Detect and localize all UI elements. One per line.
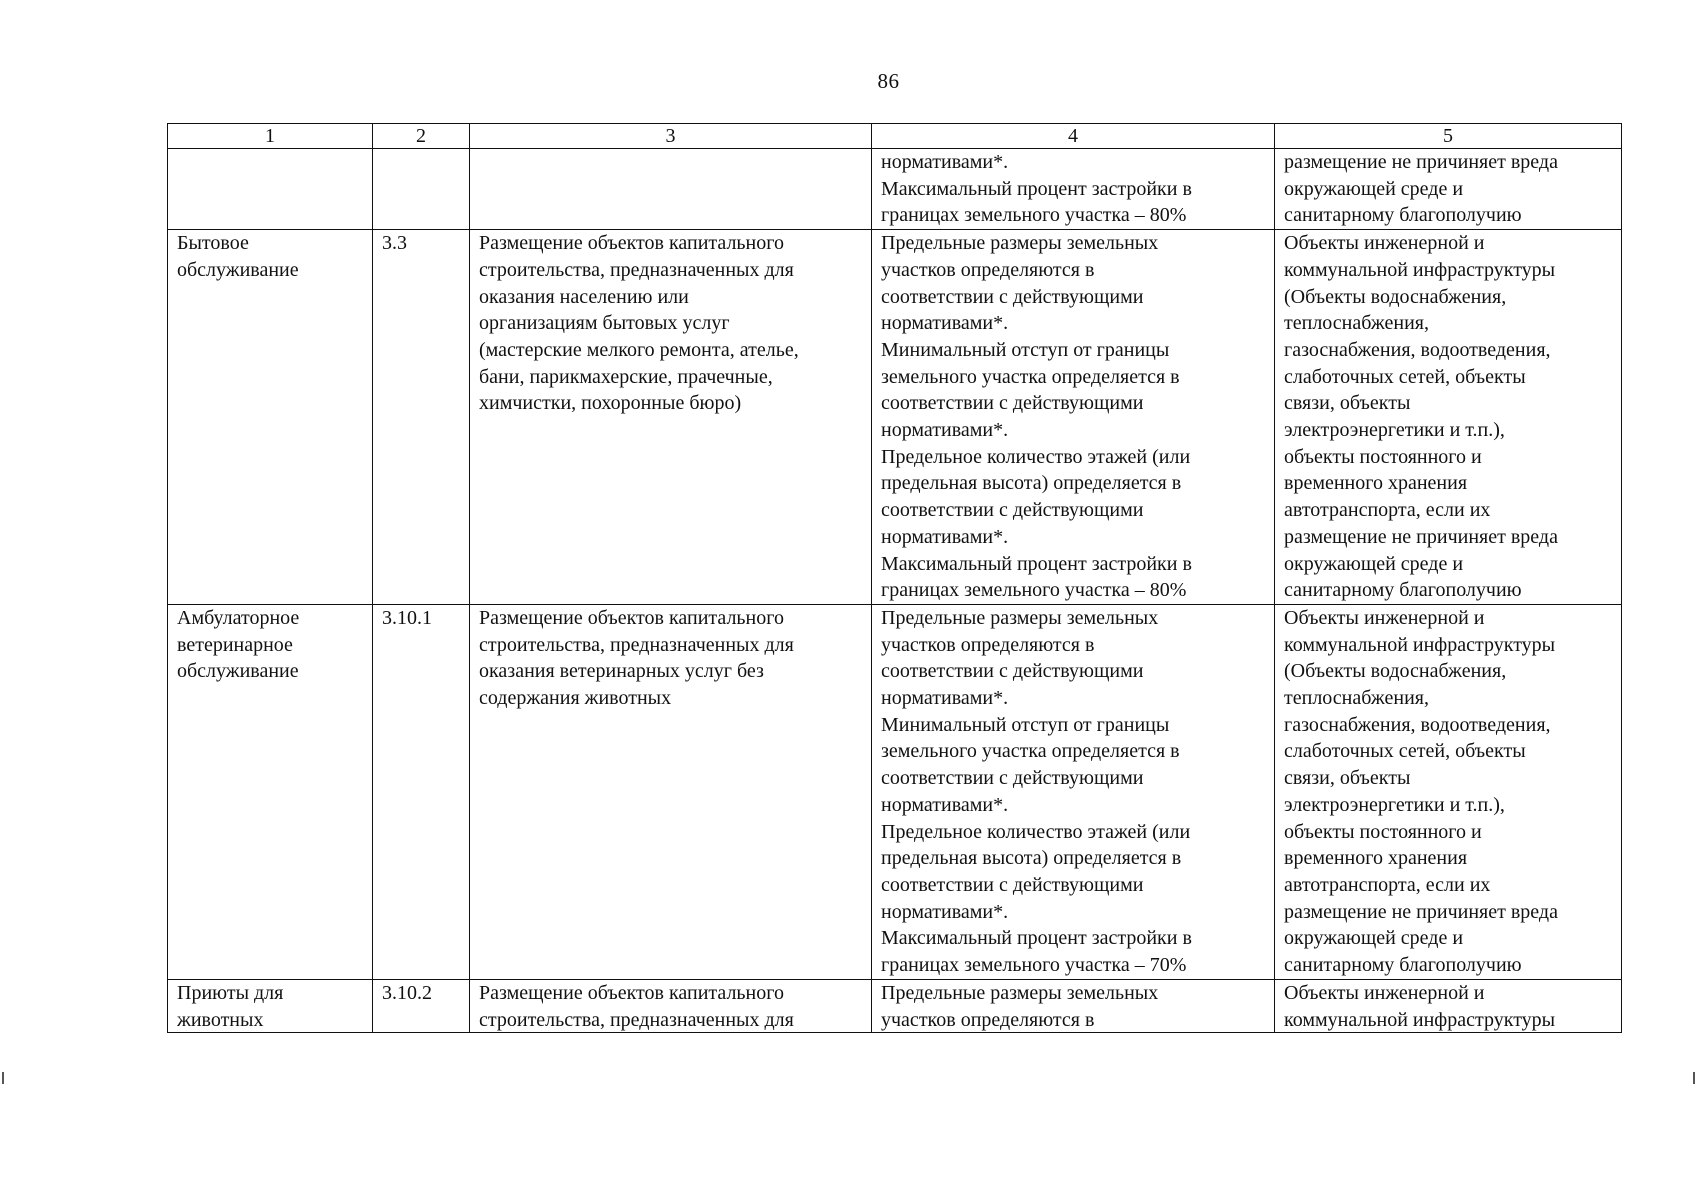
use-name-cell	[168, 979, 373, 1032]
table-row	[168, 230, 1622, 605]
use-code-cell	[373, 979, 470, 1032]
auxiliary-cell	[1275, 604, 1622, 979]
parameters-cell	[872, 604, 1275, 979]
table-row	[168, 149, 1622, 230]
header-col-1: 1	[168, 124, 373, 149]
use-name: Приюты для животных	[177, 981, 284, 1031]
use-description: Размещение объектов капитального строительства, предназначенных для	[479, 981, 794, 1031]
use-description: Размещение объектов капитального строительства, предназначенных для оказания ветеринарных услуг без содержания животных	[479, 606, 794, 710]
parameters: Предельные размеры земельных участков определяются в соответствии с действующими нормативами*. Минимальный отступ от границы земельного участка определяется в соответствии с действующими нормативами*. Предельное количество этажей (или предельная высота) определяется в соответствии с действующими нормативами*. Максимальный процент застройки в границах земельного участка – 80%	[881, 232, 1192, 602]
use-name-cell	[168, 604, 373, 979]
use-description-cell	[470, 604, 872, 979]
table-row	[168, 604, 1622, 979]
use-name: Амбулаторное ветеринарное обслуживание	[177, 606, 300, 683]
auxiliary-cell	[1275, 149, 1622, 230]
auxiliary-uses: Объекты инженерной и коммунальной инфраструктуры (Объекты водоснабжения, теплоснабжения, газоснабжения, водоотведения, слаботочных сетей, объекты связи, объекты электроэнергетики и т.п.), объекты постоянного и временного хранения автотранспорта, если их размещение не причиняет вреда окружающей среде и санитарному благополучию	[1284, 606, 1558, 977]
use-description-cell	[470, 149, 872, 230]
header-col-5: 5	[1275, 124, 1622, 149]
use-code-cell	[373, 604, 470, 979]
table-row	[168, 979, 1622, 1032]
use-code: 3.3	[382, 232, 407, 255]
header-col-2: 2	[373, 124, 470, 149]
use-name: Бытовое обслуживание	[177, 232, 299, 281]
use-description: Размещение объектов капитального строительства, предназначенных для оказания населению или организациям бытовых услуг (мастерские мелкого ремонта, ателье, бани, парикмахерские, прачечные, химчистки, похоронные бюро)	[479, 232, 799, 415]
scan-mark-right	[1693, 1072, 1695, 1084]
page-number: 86	[877, 69, 900, 93]
parameters: нормативами*. Максимальный процент застройки в границах земельного участка – 80%	[881, 151, 1192, 227]
auxiliary-cell	[1275, 979, 1622, 1032]
parameters-cell	[872, 149, 1275, 230]
use-code-cell	[373, 149, 470, 230]
auxiliary-uses: Объекты инженерной и коммунальной инфраструктуры (Объекты водоснабжения, теплоснабжения, газоснабжения, водоотведения, слаботочных сетей, объекты связи, объекты электроэнергетики и т.п.), объекты постоянного и временного хранения автотранспорта, если их размещение не причиняет вреда окружающей среде и санитарному благополучию	[1284, 232, 1558, 602]
land-use-table	[167, 123, 1622, 1033]
auxiliary-uses: размещение не причиняет вреда окружающей среде и санитарному благополучию	[1284, 151, 1558, 227]
parameters-cell	[872, 979, 1275, 1032]
auxiliary-cell	[1275, 230, 1622, 605]
use-code: 3.10.2	[382, 981, 432, 1004]
use-code: 3.10.1	[382, 606, 432, 629]
parameters-cell	[872, 230, 1275, 605]
use-description-cell	[470, 979, 872, 1032]
use-description-cell	[470, 230, 872, 605]
use-code-cell	[373, 230, 470, 605]
auxiliary-uses: Объекты инженерной и коммунальной инфраструктуры	[1284, 981, 1556, 1031]
scan-mark-left	[2, 1072, 4, 1084]
use-name-cell	[168, 149, 373, 230]
parameters: Предельные размеры земельных участков определяются в соответствии с действующими нормативами*. Минимальный отступ от границы земельного участка определяется в соответствии с действующими нормативами*. Предельное количество этажей (или предельная высота) определяется в соответствии с действующими нормативами*. Максимальный процент застройки в границах земельного участка – 70%	[881, 606, 1192, 977]
header-row	[168, 124, 1622, 149]
parameters: Предельные размеры земельных участков определяются в	[881, 981, 1159, 1031]
header-col-4: 4	[872, 124, 1275, 149]
use-name-cell	[168, 230, 373, 605]
header-col-3: 3	[470, 124, 872, 149]
